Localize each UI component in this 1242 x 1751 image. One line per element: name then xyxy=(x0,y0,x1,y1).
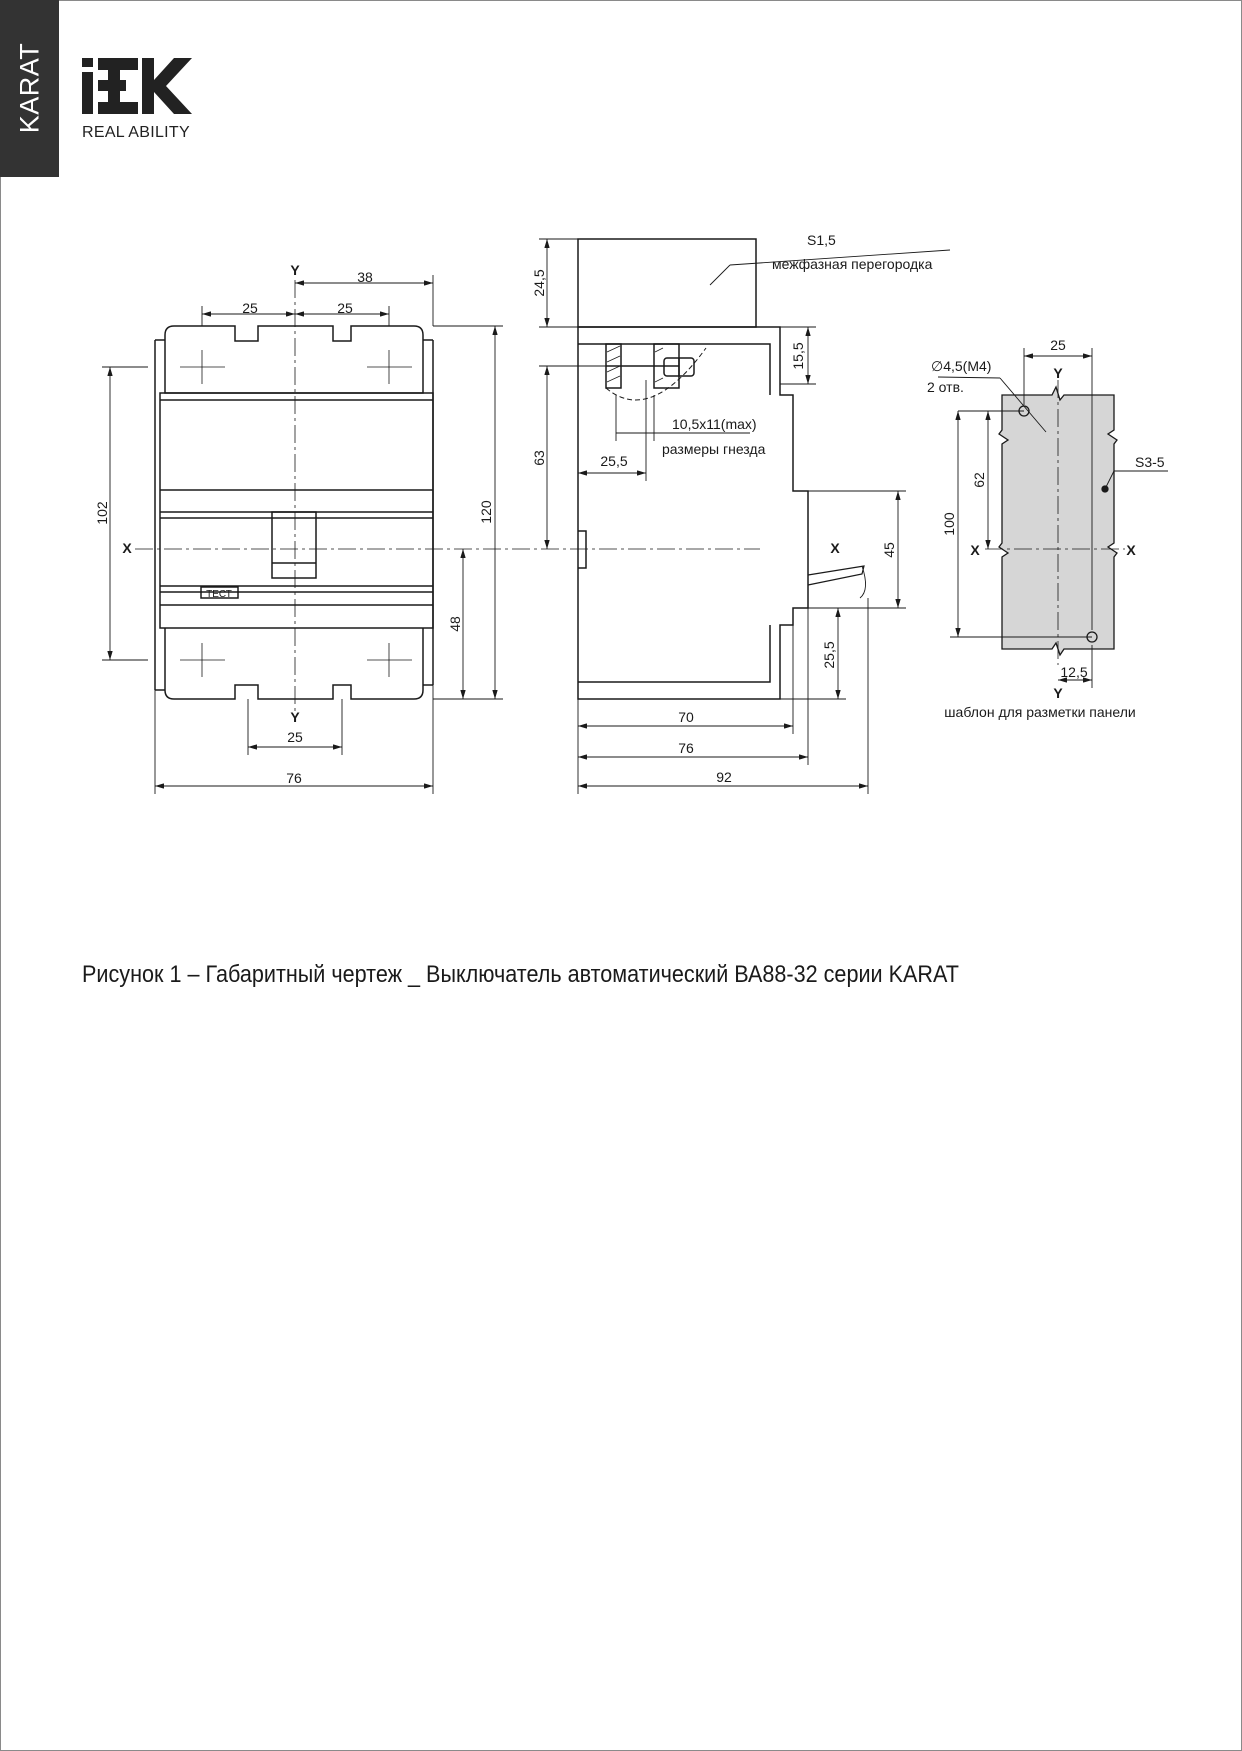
side-din-notch xyxy=(578,531,586,568)
dim-25-5-bottom: 25,5 xyxy=(821,641,837,669)
label-partition: межфазная перегородка xyxy=(772,256,933,272)
dim-48: 48 xyxy=(447,616,463,632)
dim-25-5-top: 25,5 xyxy=(600,453,628,469)
side-handle xyxy=(808,566,864,585)
dim-102: 102 xyxy=(94,501,110,525)
dim-70: 70 xyxy=(678,709,694,725)
front-view xyxy=(155,326,433,699)
side-body-outline xyxy=(578,327,808,699)
dim-25-bottom: 25 xyxy=(287,729,303,745)
template-axis-x-right: X xyxy=(1126,542,1136,558)
figure-caption: Рисунок 1 – Габаритный чертеж _ Выключатель автоматический ВА88-32 серии KARAT xyxy=(82,961,959,988)
dim-12-5: 12,5 xyxy=(1060,664,1088,680)
dim-15-5: 15,5 xyxy=(790,342,806,370)
dim-63: 63 xyxy=(531,450,547,466)
label-socket-size: 10,5x11(max) xyxy=(672,416,757,432)
dim-76-front: 76 xyxy=(286,770,302,786)
template-axis-x-left: X xyxy=(970,542,980,558)
label-hole: ∅4,5(M4) xyxy=(931,358,992,374)
dim-62: 62 xyxy=(971,472,987,488)
side-view xyxy=(578,239,866,699)
front-axis-y-bottom: Y xyxy=(290,709,300,725)
side-axis-x: X xyxy=(830,540,840,556)
template-axis-y-top: Y xyxy=(1053,365,1063,381)
phase-partition xyxy=(578,239,756,327)
front-dimension-labels xyxy=(94,262,494,786)
label-template: шаблон для разметки панели xyxy=(944,704,1136,720)
dim-45: 45 xyxy=(881,542,897,558)
series-tab-label: KARAT xyxy=(14,42,45,134)
dim-25-right: 25 xyxy=(337,300,353,316)
dim-120: 120 xyxy=(478,500,494,524)
dim-100: 100 xyxy=(941,512,957,536)
front-centerlines xyxy=(135,280,760,715)
template-axis-y-bottom: Y xyxy=(1053,685,1063,701)
dim-76-side: 76 xyxy=(678,740,694,756)
front-body-outline xyxy=(165,326,423,393)
front-dimensions xyxy=(102,275,503,794)
dim-24-5: 24,5 xyxy=(531,269,547,297)
dim-92: 92 xyxy=(716,769,732,785)
label-s15: S1,5 xyxy=(807,232,836,248)
test-button-label: ТЕСТ xyxy=(206,589,232,600)
dim-38: 38 xyxy=(357,269,373,285)
side-dimensions xyxy=(539,239,950,794)
tagline: REAL ABILITY xyxy=(82,124,190,141)
template-dim-25: 25 xyxy=(1050,337,1066,353)
front-toggle-handle xyxy=(272,512,316,578)
label-socket: размеры гнезда xyxy=(662,441,766,457)
front-axis-x: X xyxy=(122,540,132,556)
label-holes-count: 2 отв. xyxy=(927,379,964,395)
front-axis-y-top: Y xyxy=(290,262,300,278)
label-s35: S3-5 xyxy=(1135,454,1165,470)
side-dimension-labels xyxy=(531,232,933,785)
front-lower-terminals xyxy=(165,628,423,699)
dim-25-left: 25 xyxy=(242,300,258,316)
